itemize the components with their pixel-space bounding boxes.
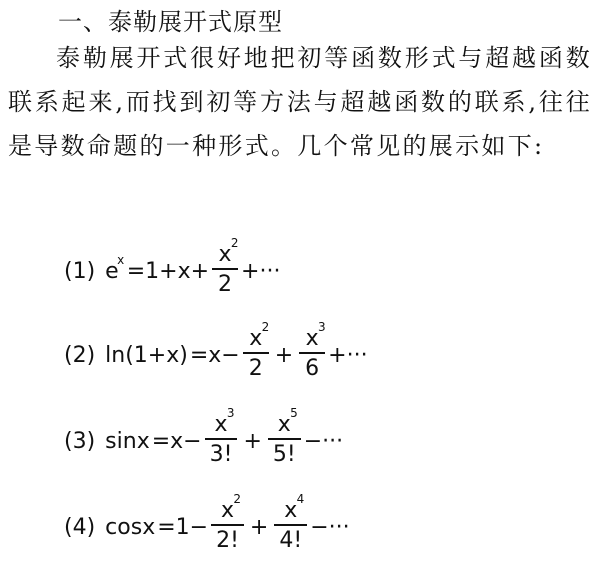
fraction-term-2 xyxy=(274,492,307,556)
fraction-term-1 xyxy=(243,320,270,384)
numerator-exponent: 3 xyxy=(318,320,326,334)
equals-expression: =1− xyxy=(157,514,209,540)
fraction-numerator: x 5 xyxy=(273,412,296,438)
fraction-term-1 xyxy=(205,406,238,470)
numerator-exponent: 2 xyxy=(230,236,239,250)
numerator-exponent: 2 xyxy=(233,492,242,506)
operator: + xyxy=(243,428,262,454)
formula-label: (3) xyxy=(64,428,96,454)
numerator-exponent: 4 xyxy=(296,492,305,506)
lhs-exponent: x xyxy=(117,252,125,267)
series-tail: −··· xyxy=(303,428,344,454)
fraction-denominator: 4! xyxy=(279,528,303,553)
fraction-numerator: x 3 xyxy=(210,412,233,438)
fraction-denominator: 3! xyxy=(209,442,233,467)
numerator-exponent: 3 xyxy=(226,406,235,420)
equals-expression: =1+x+ xyxy=(126,258,210,284)
formula-4 xyxy=(64,492,350,562)
series-tail: −··· xyxy=(310,514,350,540)
fraction-numerator: x 2 xyxy=(216,498,239,524)
fraction-term-2 xyxy=(268,406,301,470)
intro-paragraph: 泰勒展开式很好地把初等函数形式与超越函数联系起来,而找到初等方法与超越函数的联系,往往是导数命题的一种形式。几个常见的展示如下: xyxy=(8,44,592,160)
formula-label: (2) xyxy=(64,342,96,368)
fraction-denominator: 2! xyxy=(216,528,239,553)
fraction-denominator: 6 xyxy=(305,356,320,381)
fraction-denominator: 2 xyxy=(248,356,263,381)
numerator-exponent: 2 xyxy=(261,320,270,334)
equals-expression: =x− xyxy=(151,428,202,454)
section-heading: 一、泰勒展开式原型 xyxy=(58,8,283,36)
fraction-denominator: 2 xyxy=(218,272,233,297)
formula-lhs: sinx xyxy=(105,428,150,454)
formula-lhs: cosx xyxy=(105,514,156,540)
formula-1 xyxy=(64,236,280,306)
series-tail: +··· xyxy=(328,342,368,368)
formula-3 xyxy=(64,406,343,476)
fraction-numerator: x 2 xyxy=(244,326,267,352)
numerator-exponent: 5 xyxy=(290,406,298,420)
fraction-denominator: 5! xyxy=(272,442,296,467)
lhs-base: e xyxy=(105,258,119,284)
formula-lhs: ln(1+x) xyxy=(105,342,188,368)
fraction-numerator: x 4 xyxy=(279,498,302,524)
formula-label: (4) xyxy=(64,514,96,540)
equals-expression: =x− xyxy=(189,342,240,368)
fraction-term-1 xyxy=(212,236,239,300)
series-tail: +··· xyxy=(241,258,281,284)
formula-2 xyxy=(64,320,368,390)
fraction-numerator: x 3 xyxy=(301,326,324,352)
operator: + xyxy=(249,514,269,540)
fraction-term-1 xyxy=(211,492,244,556)
operator: + xyxy=(274,342,294,368)
formula-label: (1) xyxy=(64,258,96,284)
formula-lhs xyxy=(105,252,125,284)
fraction-numerator: x 2 xyxy=(214,242,237,268)
fraction-term-2 xyxy=(299,320,326,384)
